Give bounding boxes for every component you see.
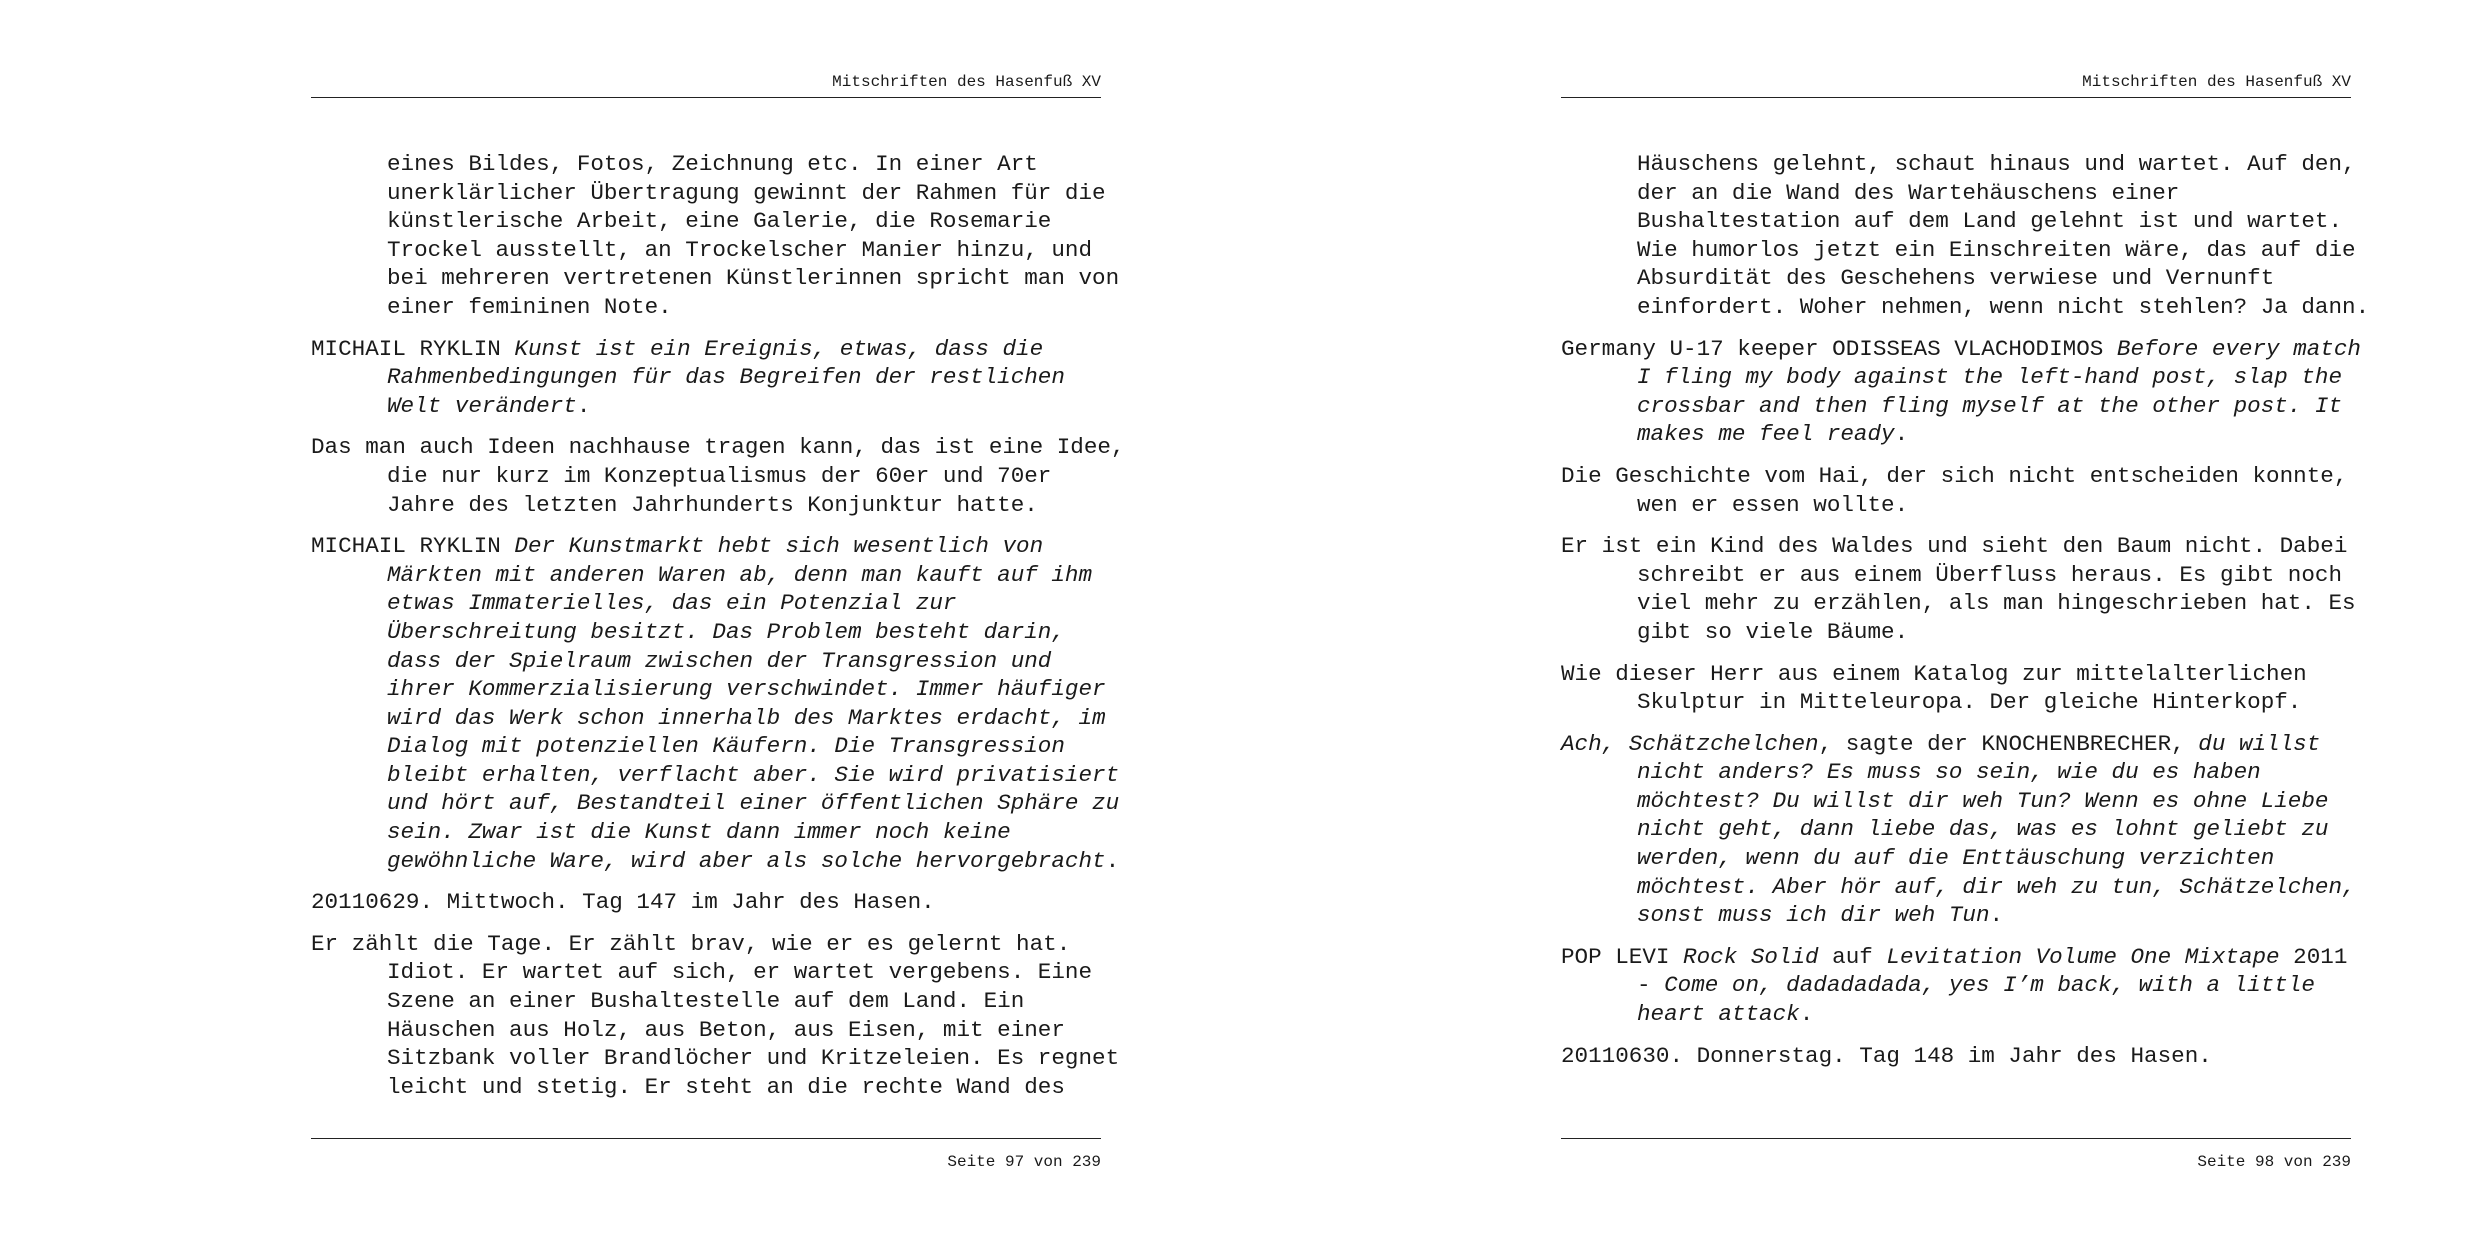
text-line xyxy=(387,618,1101,647)
text-run: POP LEVI xyxy=(1561,943,1684,970)
text-run: . xyxy=(1989,902,2004,929)
text-run: . xyxy=(1894,421,1909,448)
text-run: leicht und stetig. Er steht an die rechte Wand des xyxy=(387,1073,1065,1100)
text-run: Szene an einer Bushaltestelle auf dem Land. Ein xyxy=(387,988,1025,1015)
text-line xyxy=(387,561,1101,590)
text-line xyxy=(1561,462,2351,491)
text-run: Er ist ein Kind des Waldes und sieht den Baum nicht. Dabei xyxy=(1561,533,2348,560)
page-number: Seite 98 von 239 xyxy=(2197,1153,2351,1171)
text-line xyxy=(1561,660,2351,689)
italic-run: Märkten mit anderen Waren ab, denn man kauft auf ihm xyxy=(387,561,1093,588)
text-line xyxy=(387,462,1101,491)
italic-run: sonst muss ich dir weh Tun xyxy=(1637,902,1990,929)
text-run: MICHAIL RYKLIN xyxy=(311,335,515,362)
italic-run: Before every match xyxy=(2116,335,2361,362)
page-body xyxy=(311,150,1125,1114)
text-run: Sitzbank voller Brandlöcher und Kritzeleien. Es regnet xyxy=(387,1045,1120,1072)
italic-run: Dialog mit potenziellen Käufern. Die Transgression xyxy=(387,733,1065,760)
italic-run: möchtest. Aber hör auf, dir weh zu tun, Schätzelchen, xyxy=(1637,873,2356,900)
text-run: . xyxy=(576,392,591,419)
text-line xyxy=(1637,787,2351,816)
page-number: Seite 97 von 239 xyxy=(947,1153,1101,1171)
italic-run: ihrer Kommerzialisierung verschwindet. Immer häufiger xyxy=(387,676,1106,703)
paragraph xyxy=(1561,532,2356,646)
text-line xyxy=(387,1044,1120,1073)
text-line xyxy=(1637,1000,2351,1029)
header-rule xyxy=(311,97,1101,98)
text-line xyxy=(387,761,1120,790)
text-run: bei mehreren vertretenen Künstlerinnen spricht man von xyxy=(387,265,1120,292)
text-run: Skulptur in Mitteleuropa. Der gleiche Hinterkopf. xyxy=(1637,689,2302,716)
text-line xyxy=(387,1016,1101,1045)
text-line xyxy=(387,363,1101,392)
text-run: . xyxy=(1105,847,1120,874)
italic-run: I fling my body against the left-hand post, slap the xyxy=(1637,364,2343,391)
text-line xyxy=(387,491,1101,520)
text-run: , sagte der KNOCHENBRECHER, xyxy=(1818,730,2199,757)
text-run: Die Geschichte vom Hai, der sich nicht entscheiden konnte, xyxy=(1561,462,2348,489)
text-line xyxy=(1561,335,2361,364)
italic-run: gewöhnliche Ware, wird aber als solche hervorgebracht xyxy=(387,847,1106,874)
paragraph xyxy=(311,930,1120,1102)
paragraph xyxy=(311,150,1120,322)
text-line xyxy=(1637,207,2351,236)
left-page xyxy=(311,0,1125,1240)
text-line xyxy=(1637,264,2351,293)
text-line xyxy=(387,207,1101,236)
text-line xyxy=(387,704,1106,733)
text-run: 20110629. Mittwoch. Tag 147 im Jahr des Hasen. xyxy=(311,889,935,916)
text-line xyxy=(1637,688,2351,717)
text-run: Absurdität des Geschehens verwiese und Vernunft xyxy=(1637,265,2275,292)
text-line xyxy=(1637,392,2351,421)
italic-run: möchtest? Du willst dir weh Tun? Wenn es ohne Liebe xyxy=(1637,787,2329,814)
text-run: Das man auch Ideen nachhause tragen kann, das ist eine Idee, xyxy=(311,434,1125,461)
page-body xyxy=(1561,150,2370,1083)
paragraph xyxy=(311,532,1120,875)
text-line xyxy=(1637,236,2356,265)
text-line xyxy=(1637,179,2351,208)
text-run: wen er essen wollte. xyxy=(1637,491,1909,518)
text-line xyxy=(311,888,1101,917)
running-head: Mitschriften des Hasenfuß XV xyxy=(832,73,1101,91)
paragraph xyxy=(1561,150,2370,322)
text-run: Häuschens gelehnt, schaut hinaus und wartet. Auf den, xyxy=(1637,151,2356,177)
text-line xyxy=(387,392,1101,421)
text-line xyxy=(387,847,1120,876)
text-line xyxy=(387,789,1120,818)
italic-run: Überschreitung besitzt. Das Problem besteht darin, xyxy=(387,618,1065,645)
text-line xyxy=(1637,971,2351,1000)
text-run: auf xyxy=(1818,943,1887,970)
right-page xyxy=(1561,0,2370,1240)
paragraph xyxy=(1561,660,2351,717)
text-run: die nur kurz im Konzeptualismus der 60er und 70er xyxy=(387,462,1052,489)
text-run: . xyxy=(1799,1001,1814,1028)
text-line xyxy=(1561,730,2351,759)
italic-run: wird das Werk schon innerhalb des Marktes erdacht, im xyxy=(387,704,1106,731)
text-line xyxy=(387,589,1101,618)
text-line xyxy=(1561,532,2351,561)
text-line xyxy=(311,433,1125,462)
text-line xyxy=(1637,844,2351,873)
italic-run: Der Kunstmarkt hebt sich wesentlich von xyxy=(514,533,1044,560)
text-line xyxy=(1637,491,2351,520)
italic-run: crossbar and then fling myself at the other post. It xyxy=(1637,392,2343,419)
text-line xyxy=(1561,1042,2351,1071)
paragraph xyxy=(311,433,1125,519)
text-line xyxy=(387,179,1106,208)
paragraph xyxy=(311,888,1101,917)
italic-run: und hört auf, Bestandteil einer öffentlichen Sphäre zu xyxy=(387,790,1120,817)
text-line xyxy=(1637,293,2370,322)
text-line xyxy=(1561,943,2351,972)
italic-run: makes me feel ready xyxy=(1637,421,1895,448)
text-run: der an die Wand des Wartehäuschens einer xyxy=(1637,179,2180,206)
italic-run: Levitation Volume One Mixtape xyxy=(1886,943,2280,970)
text-line xyxy=(311,335,1101,364)
text-line xyxy=(387,1073,1101,1102)
italic-run: werden, wenn du auf die Enttäuschung verzichten xyxy=(1637,845,2275,872)
text-line xyxy=(1637,150,2356,179)
italic-run: Ach, Schätzchelchen xyxy=(1561,730,1819,757)
text-run: gibt so viele Bäume. xyxy=(1637,618,1909,645)
paragraph xyxy=(1561,1042,2351,1071)
text-line xyxy=(387,987,1101,1016)
text-line xyxy=(1637,815,2351,844)
text-run: Jahre des letzten Jahrhunderts Konjunktur hatte. xyxy=(387,491,1038,518)
text-run: schreibt er aus einem Überfluss heraus. Es gibt noch xyxy=(1637,561,2343,588)
footer-rule xyxy=(1561,1138,2351,1139)
italic-run: nicht anders? Es muss so sein, wie du es haben xyxy=(1637,759,2261,786)
italic-run: etwas Immaterielles, das ein Potenzial zur xyxy=(387,590,957,617)
text-run: künstlerische Arbeit, eine Galerie, die Rosemarie xyxy=(387,208,1052,235)
text-run: 2011 xyxy=(2279,943,2348,970)
header-rule xyxy=(1561,97,2351,98)
paragraph xyxy=(1561,730,2356,930)
text-run: Wie humorlos jetzt ein Einschreiten wäre, das auf die xyxy=(1637,236,2356,263)
text-line xyxy=(387,150,1101,179)
text-run: Idiot. Er wartet auf sich, er wartet vergebens. Eine xyxy=(387,959,1093,986)
italic-run: bleibt erhalten, verflacht aber. Sie wird privatisiert xyxy=(387,761,1120,788)
italic-run: Rock Solid xyxy=(1683,943,1819,970)
paragraph xyxy=(1561,335,2361,449)
italic-run: Welt verändert xyxy=(387,392,577,419)
text-run: Germany U-17 keeper ODISSEAS VLACHODIMOS xyxy=(1561,335,2117,362)
italic-run: dass der Spielraum zwischen der Transgression und xyxy=(387,647,1052,674)
text-line xyxy=(1637,618,2351,647)
text-line xyxy=(1637,901,2351,930)
footer-rule xyxy=(311,1138,1101,1139)
text-run: Bushaltestation auf dem Land gelehnt ist und wartet. xyxy=(1637,208,2343,235)
text-run: unerklärlicher Übertragung gewinnt der Rahmen für die xyxy=(387,179,1106,206)
text-run: Trockel ausstellt, an Trockelscher Manier hinzu, und xyxy=(387,236,1093,263)
text-run: Er zählt die Tage. Er zählt brav, wie er es gelernt hat. xyxy=(311,930,1071,957)
text-line xyxy=(1637,363,2351,392)
text-line xyxy=(1637,873,2356,902)
text-line xyxy=(387,236,1101,265)
text-line xyxy=(1637,758,2351,787)
text-line xyxy=(311,532,1101,561)
text-line xyxy=(387,675,1106,704)
text-run: Wie dieser Herr aus einem Katalog zur mittelalterlichen xyxy=(1561,660,2307,687)
paragraph xyxy=(1561,943,2351,1029)
text-line xyxy=(311,930,1101,959)
text-line xyxy=(387,732,1101,761)
paragraph xyxy=(1561,462,2351,519)
text-line xyxy=(387,818,1101,847)
paragraph xyxy=(311,335,1101,421)
text-line xyxy=(387,958,1101,987)
text-line xyxy=(387,264,1120,293)
italic-run: Kunst ist ein Ereignis, etwas, dass die xyxy=(514,335,1044,362)
italic-run: du willst xyxy=(2198,730,2321,757)
text-run: MICHAIL RYKLIN xyxy=(311,533,515,560)
italic-run: nicht geht, dann liebe das, was es lohnt geliebt zu xyxy=(1637,816,2329,843)
text-run: eines Bildes, Fotos, Zeichnung etc. In einer Art xyxy=(387,151,1038,177)
text-line xyxy=(1637,420,2351,449)
text-line xyxy=(1637,589,2356,618)
text-run: Häuschen aus Holz, aus Beton, aus Eisen, mit einer xyxy=(387,1016,1065,1043)
italic-run: sein. Zwar ist die Kunst dann immer noch keine xyxy=(387,819,1011,846)
italic-run: Come on, dadadadada, yes I’m back, with a little xyxy=(1664,972,2315,999)
text-run: 20110630. Donnerstag. Tag 148 im Jahr des Hasen. xyxy=(1561,1042,2212,1069)
text-run: - xyxy=(1637,972,1665,999)
running-head: Mitschriften des Hasenfuß XV xyxy=(2082,73,2351,91)
italic-run: heart attack xyxy=(1637,1001,1800,1028)
text-line xyxy=(387,293,1101,322)
text-run: einfordert. Woher nehmen, wenn nicht stehlen? Ja dann. xyxy=(1637,293,2370,320)
text-run: viel mehr zu erzählen, als man hingeschrieben hat. Es xyxy=(1637,590,2356,617)
text-line xyxy=(387,647,1101,676)
italic-run: Rahmenbedingungen für das Begreifen der restlichen xyxy=(387,364,1065,391)
text-line xyxy=(1637,561,2351,590)
text-run: einer femininen Note. xyxy=(387,293,672,320)
